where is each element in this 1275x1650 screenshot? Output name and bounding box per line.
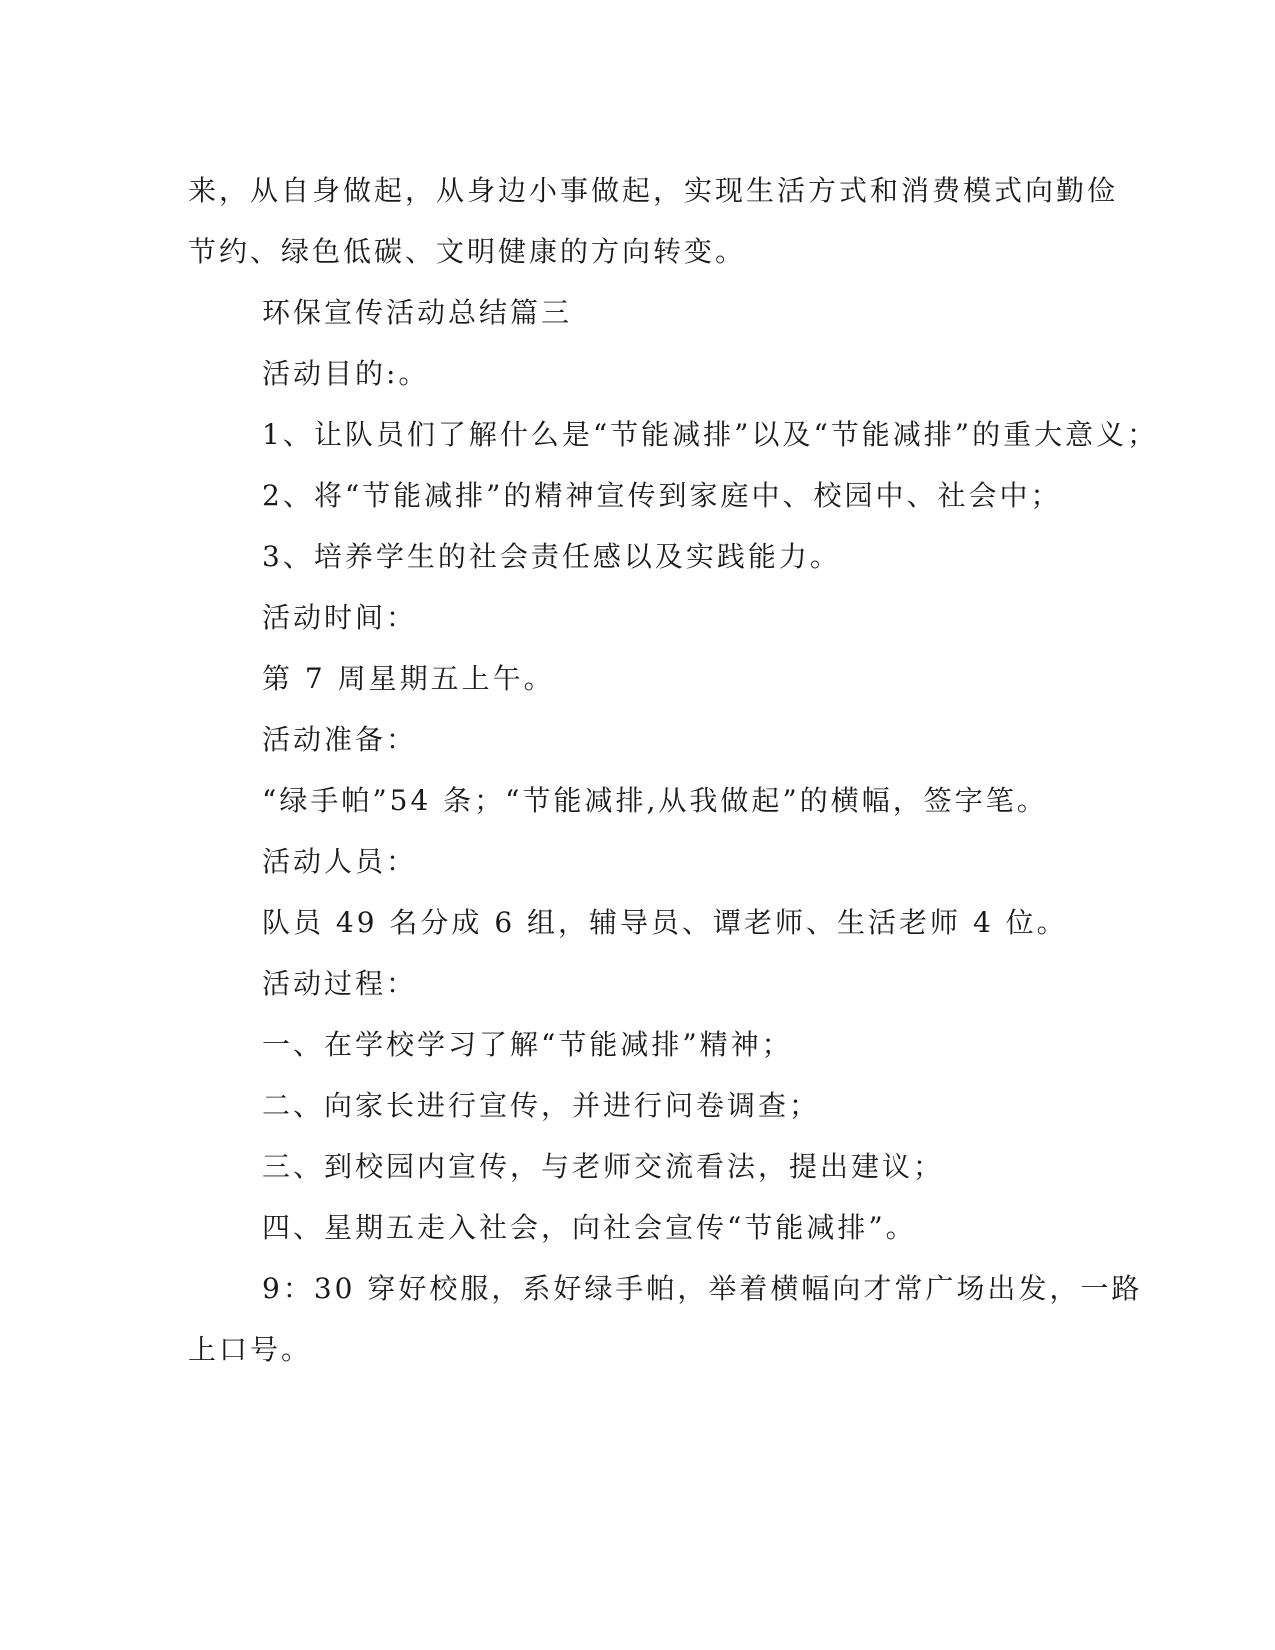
text-line: 9：30 穿好校服，系好绿手帕，举着横幅向才常广场出发，一路 bbox=[262, 1272, 1143, 1305]
text-line: 第 7 周星期五上午。 bbox=[262, 662, 555, 695]
text-line: 活动时间： bbox=[262, 601, 418, 634]
text-line: 活动人员： bbox=[262, 845, 418, 878]
text-line: 活动过程： bbox=[262, 967, 418, 1000]
text-line: 活动准备： bbox=[262, 723, 418, 756]
text-line: 队员 49 名分成 6 组，辅导员、谭老师、生活老师 4 位。 bbox=[262, 906, 1068, 939]
text-line: 上口号。 bbox=[188, 1333, 313, 1366]
list-item: 2、将“节能减排”的精神宣传到家庭中、校园中、社会中； bbox=[262, 479, 1062, 512]
document-body bbox=[188, 160, 1159, 1380]
list-item: 1、让队员们了解什么是“节能减排”以及“节能减排”的重大意义； bbox=[262, 418, 1159, 451]
text-line: 来，从自身做起，从身边小事做起，实现生活方式和消费模式向勤俭 bbox=[188, 174, 1119, 207]
text-line: 活动目的:。 bbox=[262, 357, 430, 390]
list-item: 3、培养学生的社会责任感以及实践能力。 bbox=[262, 540, 841, 573]
section-heading: 环保宣传活动总结篇三 bbox=[262, 296, 573, 329]
text-line: 节约、绿色低碳、文明健康的方向转变。 bbox=[188, 235, 747, 268]
list-item: 一、在学校学习了解“节能减排”精神； bbox=[262, 1028, 793, 1061]
list-item: 三、到校园内宣传，与老师交流看法，提出建议； bbox=[262, 1150, 945, 1183]
list-item: 二、向家长进行宣传，并进行问卷调查； bbox=[262, 1089, 821, 1122]
list-item: 四、星期五走入社会，向社会宣传“节能减排”。 bbox=[262, 1211, 917, 1244]
text-line: “绿手帕”54 条；“节能减排,从我做起”的横幅，签字笔。 bbox=[262, 784, 1048, 817]
